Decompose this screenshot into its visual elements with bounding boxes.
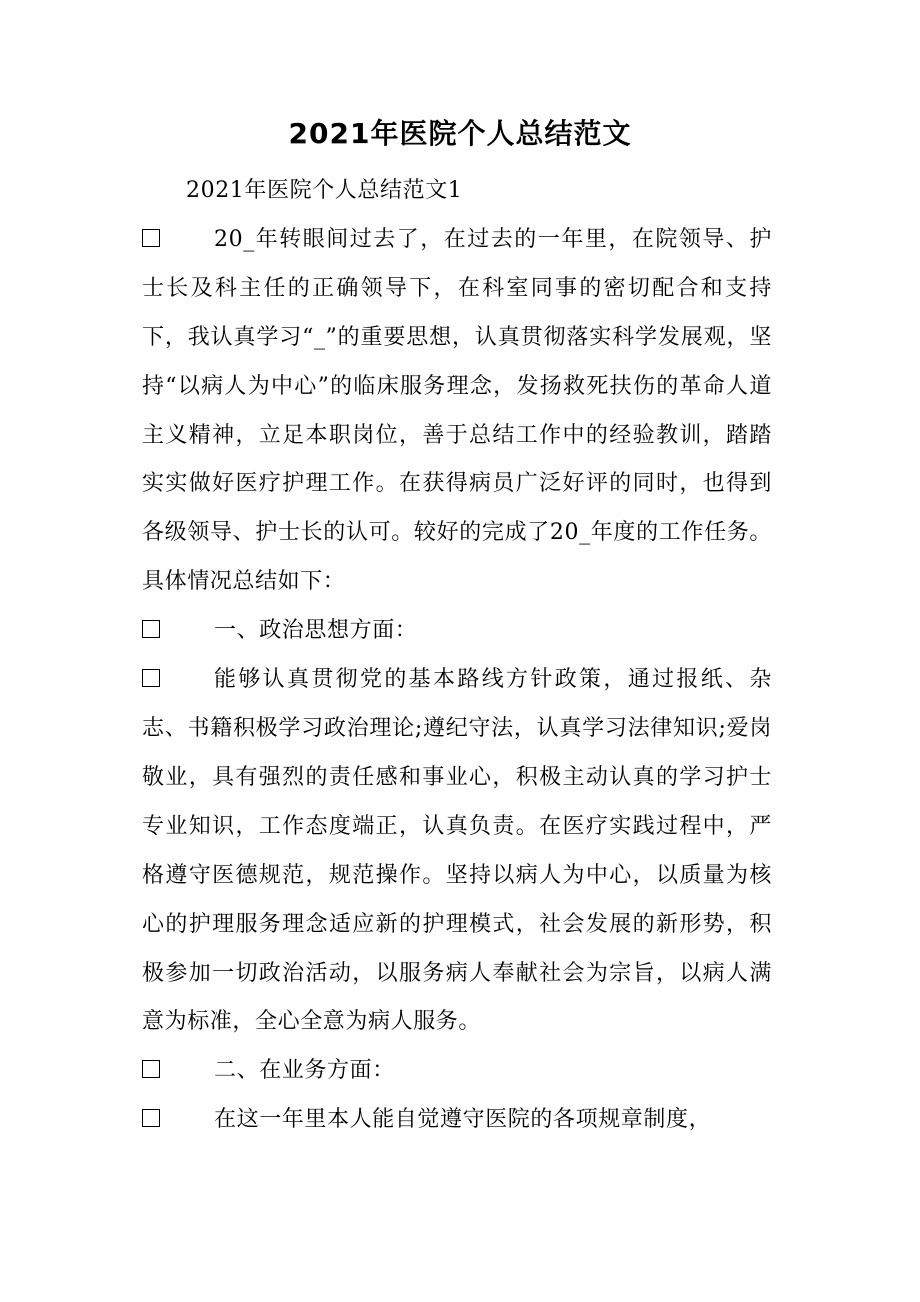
paragraph-text: 在这一年里本人能自觉遵守医院的各项规章制度， — [214, 1107, 712, 1133]
square-bullet-icon — [142, 669, 160, 687]
paragraph — [142, 1096, 772, 1145]
square-bullet-icon — [142, 1109, 160, 1127]
paragraph — [142, 656, 772, 1047]
section-heading — [142, 607, 772, 656]
section-heading-text: 一、政治思想方面： — [214, 618, 418, 644]
document-subtitle: 2021年医院个人总结范文1 — [186, 178, 463, 203]
document-body — [142, 167, 772, 1145]
paragraph — [142, 216, 772, 607]
paragraph-text: 能够认真贯彻党的基本路线方针政策，通过报纸、杂志、书籍积极学习政治理论;遵纪守法，认真学习法律知识;爱岗敬业，具有强烈的责任感和事业心，积极主动认真的学习护士专业知识，工作态度端正，认真负责。在医疗实践过程中，严格遵守医德规范，规范操作。坚持以病人为中心，以质量为核心的护理服务理念适应新的护理模式，社会发展的新形势，积极参加一切政治活动，以服务病人奉献社会为宗旨，以病人满意为标准，全心全意为病人服务。 — [142, 667, 772, 1035]
square-bullet-icon — [142, 620, 160, 638]
section-heading-text: 二、在业务方面： — [214, 1058, 395, 1084]
section-heading — [142, 1047, 772, 1096]
square-bullet-icon — [142, 229, 160, 247]
document-title: 2021年医院个人总结范文 — [288, 117, 632, 150]
square-bullet-icon — [142, 1060, 160, 1078]
paragraph-text: 20_年转眼间过去了，在过去的一年里，在院领导、护士长及科主任的正确领导下，在科室同事的密切配合和支持下，我认真学习“_”的重要思想，认真贯彻落实科学发展观，坚持“以病人为中心”的临床服务理念，发扬救死扶伤的革命人道主义精神，立足本职岗位，善于总结工作中的经验教训，踏踏实实做好医疗护理工作。在获得病员广泛好评的同时，也得到各级领导、护士长的认可。较好的完成了20_年度的工作任务。具体情况总结如下： — [142, 226, 772, 595]
